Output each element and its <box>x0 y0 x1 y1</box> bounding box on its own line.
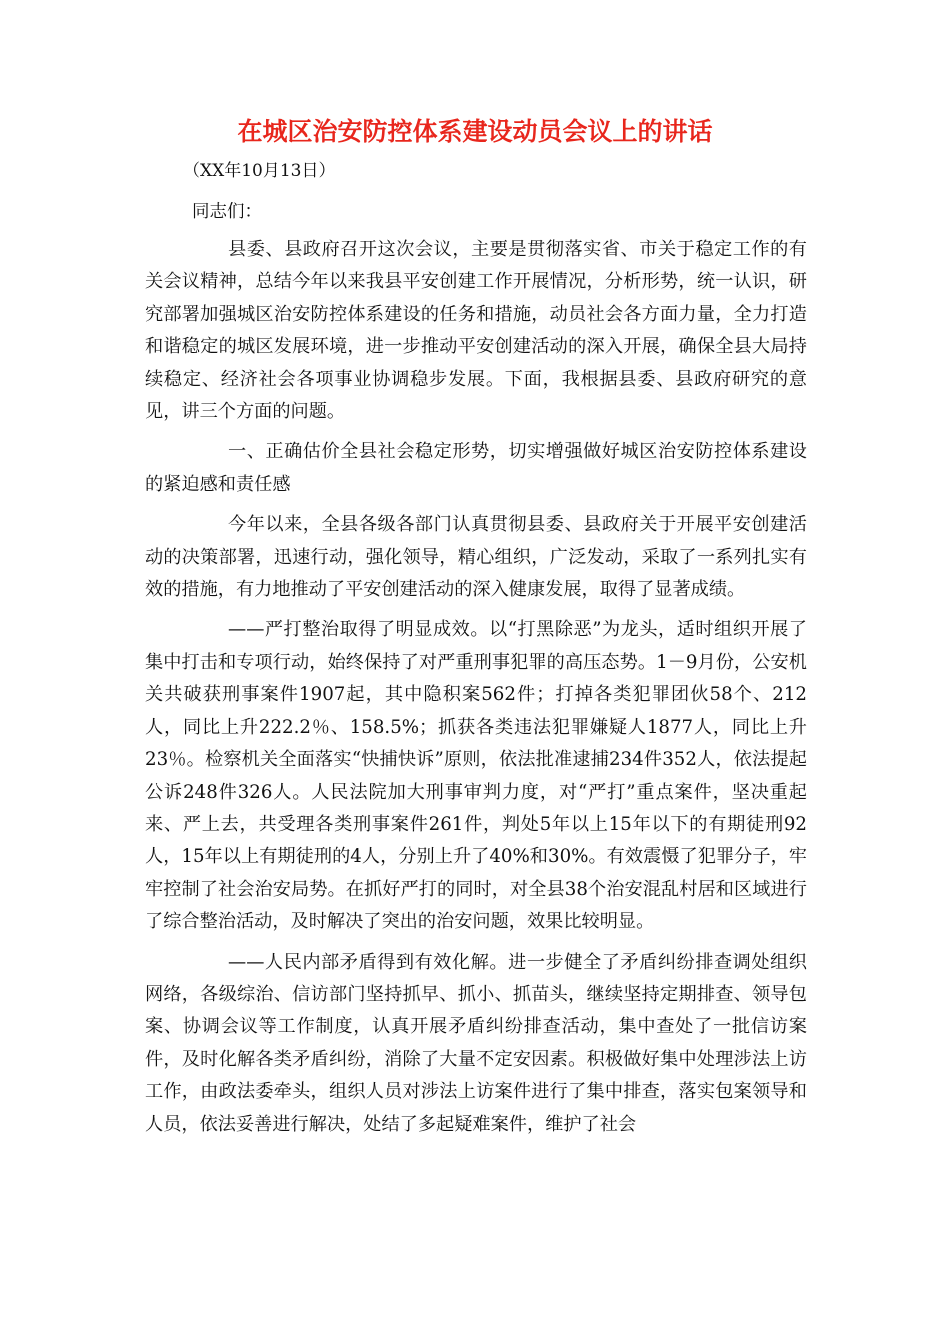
document-title: 在城区治安防控体系建设动员会议上的讲话 <box>237 117 713 146</box>
document-body <box>145 234 807 1149</box>
speech-date: （XX年10月13日） <box>183 161 336 181</box>
section-heading-1: 一、正确估价全县社会稳定形势，切实增强做好城区治安防控体系建设的紧迫感和责任感 <box>145 441 807 495</box>
salutation: 同志们： <box>192 202 262 222</box>
paragraph-disputes: ——人民内部矛盾得到有效化解。进一步健全了矛盾纠纷排查调处组织网络，各级综治、信访部门坚持抓早、抓小、抓苗头，继续坚持定期排查、领导包案、协调会议等工作制度，认真开展矛盾纠纷排查活动，集中查处了一批信访案件，及时化解各类矛盾纠纷，消除了大量不定安因素。积极做好集中处理涉法上访工作，由政法委牵头，组织人员对涉法上访案件进行了集中排查，落实包案领导和人员，依法妥善进行解决，处结了多起疑难案件，维护了社会 <box>145 951 807 1135</box>
paragraph-intro: 县委、县政府召开这次会议，主要是贯彻落实省、市关于稳定工作的有关会议精神，总结今年以来我县平安创建工作开展情况，分析形势，统一认识，研究部署加强城区治安防控体系建设的任务和措施，动员社会各方面力量，全力打造和谐稳定的城区发展环境，进一步推动平安创建活动的深入开展，确保全县大局持续稳定、经济社会各项事业协调稳步发展。下面，我根据县委、县政府研究的意见，讲三个方面的问题。 <box>145 239 807 423</box>
paragraph-crackdown: ——严打整治取得了明显成效。以“打黑除恶”为龙头，适时组织开展了集中打击和专项行动，始终保持了对严重刑事犯罪的高压态势。1－9月份，公安机关共破获刑事案件1907起，其中隐积案562件；打掉各类犯罪团伙58个、212人，同比上升222.2％、158.5%；抓获各类违法犯罪嫌疑人1877人，同比上升23％。检察机关全面落实“快捕快诉”原则，依法批准逮捕234件352人，依法提起公诉248件326人。人民法院加大刑事审判力度，对“严打”重点案件，坚决重起来、严上去，共受理各类刑事案件261件，判处5年以上15年以下的有期徒刑92人，15年以上有期徒刑的4人，分别上升了40%和30%。有效震慑了犯罪分子，牢牢控制了社会治安局势。在抓好严打的同时，对全县38个治安混乱村居和区域进行了综合整治活动，及时解决了突出的治安问题，效果比较明显。 <box>145 619 807 933</box>
paragraph-overview: 今年以来，全县各级各部门认真贯彻县委、县政府关于开展平安创建活动的决策部署，迅速行动，强化领导，精心组织，广泛发动，采取了一系列扎实有效的措施，有力地推动了平安创建活动的深入健康发展，取得了显著成绩。 <box>145 514 807 601</box>
